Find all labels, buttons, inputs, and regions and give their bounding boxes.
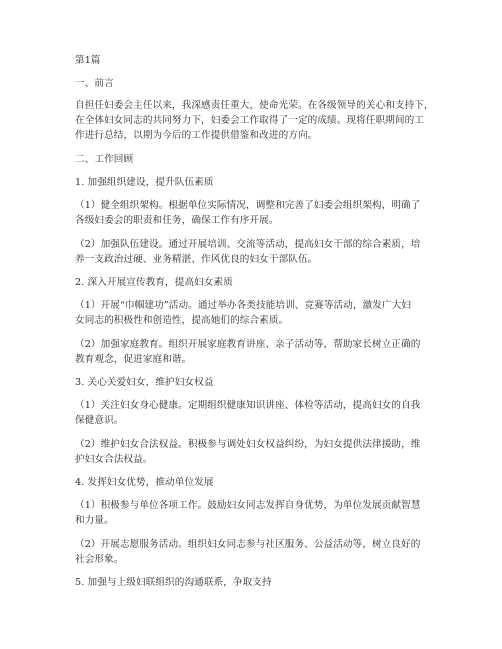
item-heading: 3. 关心关爱妇女，维护妇女权益 xyxy=(75,377,214,388)
sub-paragraph-line: 养一支政治过硬、业务精湛、作风优良的妇女干部队伍。 xyxy=(75,254,318,265)
item-heading: 5. 加强与上级妇联组织的沟通联系，争取支持 xyxy=(75,577,272,588)
item-heading: 2. 深入开展宣传教育，提高妇女素质 xyxy=(75,277,233,288)
sub-paragraph-line: 护妇女合法权益。 xyxy=(75,454,153,465)
part-label: 第1篇 xyxy=(75,55,101,66)
section-title-review: 二、工作回顾 xyxy=(75,154,134,165)
intro-paragraph-line: 作进行总结，以期为今后的工作提供借鉴和改进的方向。 xyxy=(75,130,318,141)
sub-paragraph-line: （2）加强队伍建设。通过开展培训、交流等活动，提高妇女干部的综合素质，培 xyxy=(75,239,421,250)
sub-paragraph-line: （1）关注妇女身心健康。定期组织健康知识讲座、体检等活动，提高妇女的自我 xyxy=(75,400,421,411)
sub-paragraph-line: 女同志的积极性和创造性，提高她们的综合素质。 xyxy=(75,315,289,326)
sub-paragraph-line: 和力量。 xyxy=(75,515,114,526)
sub-paragraph-line: （2）维护妇女合法权益。积极参与调处妇女权益纠纷，为妇女提供法律援助，维 xyxy=(75,439,421,450)
sub-paragraph-line: （1）健全组织架构。根据单位实际情况，调整和完善了妇委会组织架构，明确了 xyxy=(75,200,421,211)
sub-paragraph-line: 保健意识。 xyxy=(75,415,124,426)
sub-paragraph-line: （1）积极参与单位各项工作。鼓励妇女同志发挥自身优势，为单位发展贡献智慧 xyxy=(75,500,421,511)
intro-paragraph-line: 自担任妇委会主任以来，我深感责任重大，使命光荣。在各级领导的关心和支持下， xyxy=(75,100,434,111)
item-heading: 1. 加强组织建设，提升队伍素质 xyxy=(75,177,214,188)
intro-paragraph-line: 在全体妇女同志的共同努力下，妇委会工作取得了一定的成绩。现将任职期间的工 xyxy=(75,115,424,126)
sub-paragraph-line: （2）开展志愿服务活动。组织妇女同志参与社区服务、公益活动等，树立良好的 xyxy=(75,539,421,550)
sub-paragraph-line: （2）加强家庭教育。组织开展家庭教育讲座、亲子活动等，帮助家长树立正确的 xyxy=(75,339,421,350)
sub-paragraph-line: （1）开展“巾帼建功”活动。通过举办各类技能培训、竞赛等活动，激发广大妇 xyxy=(75,300,412,311)
sub-paragraph-line: 社会形象。 xyxy=(75,554,124,565)
section-title-preface: 一、前言 xyxy=(75,78,114,89)
item-heading: 4. 发挥妇女优势，推动单位发展 xyxy=(75,477,214,488)
sub-paragraph-line: 教育观念，促进家庭和谐。 xyxy=(75,354,192,365)
sub-paragraph-line: 各级妇委会的职责和任务，确保工作有序开展。 xyxy=(75,215,279,226)
